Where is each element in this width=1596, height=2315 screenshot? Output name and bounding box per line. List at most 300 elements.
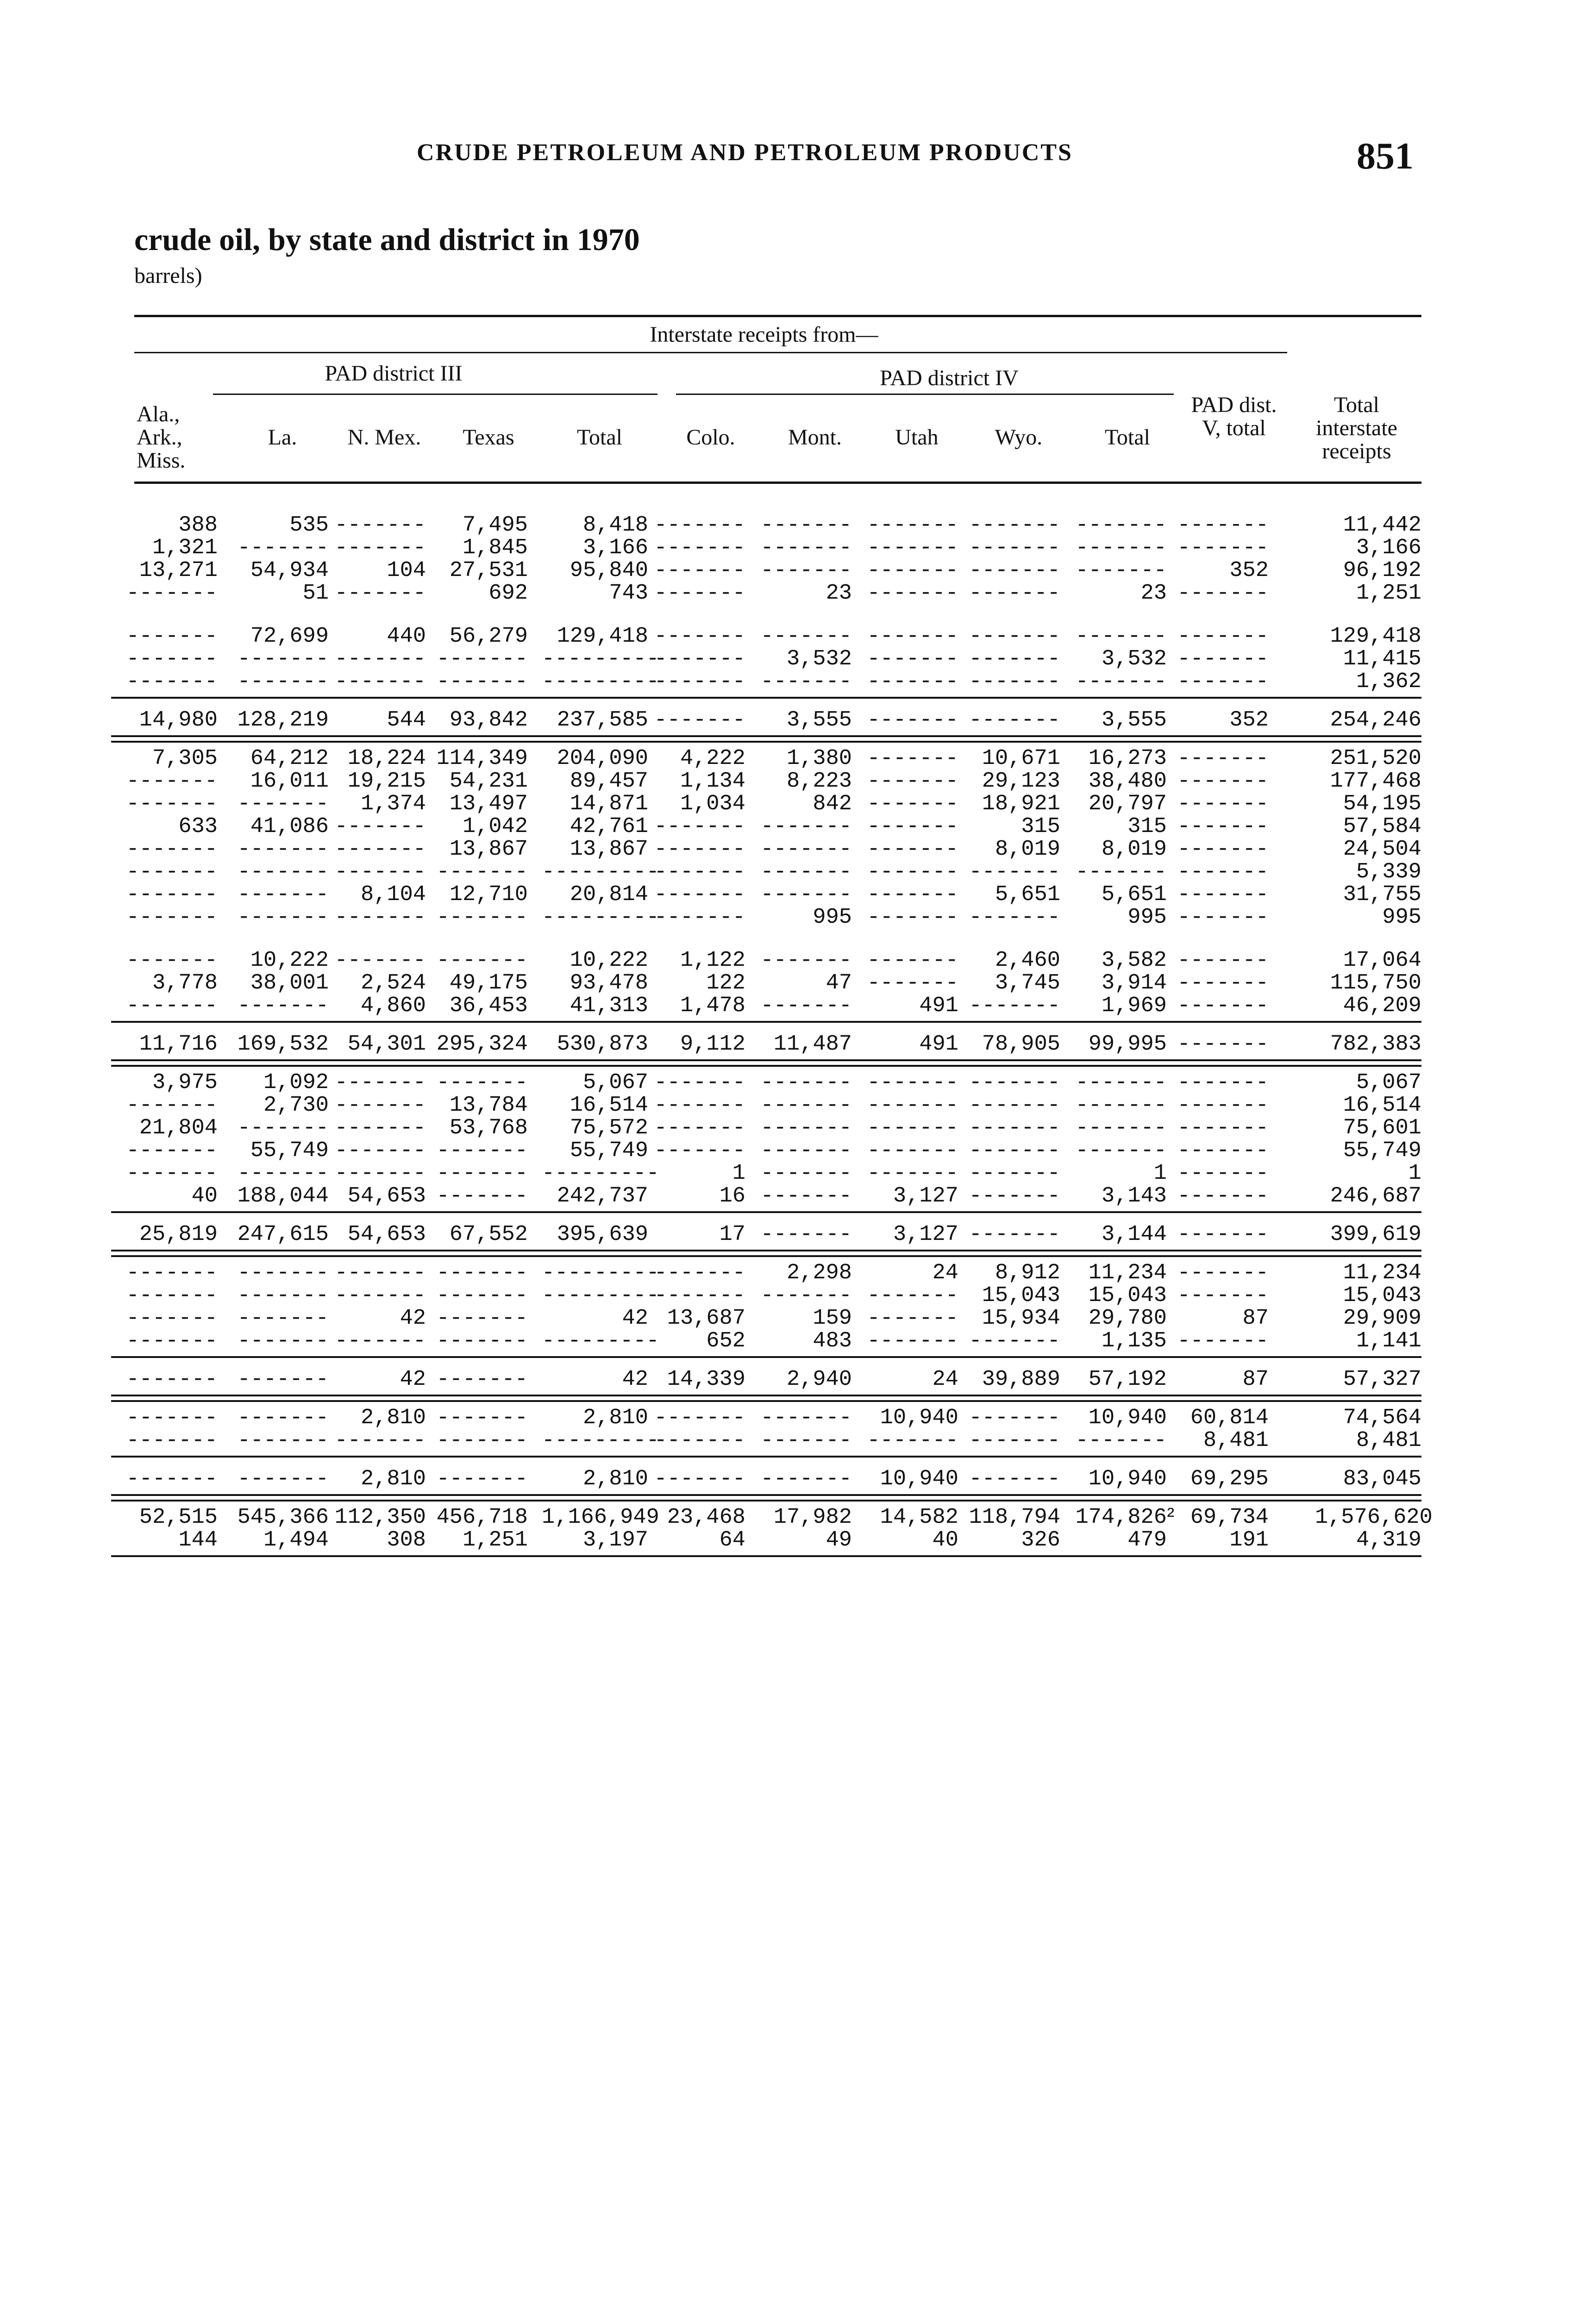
table-cell: 41,086 [250,814,329,839]
table-cell: --------- [542,647,659,671]
table-cell: ------- [867,708,958,732]
table-cell: ------- [969,1070,1060,1095]
table-cell: 11,234 [1343,1261,1421,1285]
table-cell: ------- [760,948,852,973]
table-cell: ------- [867,1116,958,1140]
column-header-utah: Utah [895,425,939,450]
table-cell: 13,497 [449,792,528,816]
table-cell: 14,980 [139,708,218,732]
table-cell: ------- [436,1261,528,1285]
table-cell: ------- [126,948,218,973]
table-cell: 530,873 [557,1032,648,1057]
table-cell: 159 [813,1306,852,1331]
table-row [111,1330,1421,1352]
table-row [111,514,1421,537]
table-cell: ------- [436,1467,528,1491]
table-cell: ------- [436,1428,528,1453]
interstate-receipts-heading: Interstate receipts from— [650,322,878,347]
table-cell: 29,780 [1088,1306,1167,1331]
table-cell: ------- [760,1222,852,1247]
table-cell: 237,585 [557,708,648,732]
rule [111,1208,1421,1223]
subtotal-row [111,1223,1421,1246]
table-cell: 8,418 [582,513,648,538]
table-cell: 315 [1021,814,1060,839]
table-row [111,559,1421,582]
pad3-rule [213,394,657,395]
table-cell: ------- [436,860,528,884]
table-cell: 1 [1153,1161,1167,1186]
table-cell: ------- [969,1139,1060,1163]
table-row [111,1284,1421,1307]
table-cell: 633 [178,814,218,839]
table-cell: 23 [826,581,852,606]
table-cell: 1 [1408,1161,1421,1186]
table-cell: ------- [654,1406,745,1430]
table-cell: 995 [1382,905,1421,930]
table-cell: 1,135 [1101,1329,1167,1353]
table-cell: 21,804 [139,1116,218,1140]
table-cell: ------- [760,837,852,862]
table-cell: ------- [126,1139,218,1163]
table-cell: ------- [126,1406,218,1430]
table-cell: 57,192 [1088,1367,1167,1392]
table-cell: ------- [1177,1070,1269,1095]
table-cell: 72,699 [250,624,329,649]
table-cell: 54,934 [250,558,329,583]
table-cell: ------- [760,1116,852,1140]
table-cell: 169,532 [237,1032,329,1057]
column-header-texas: Texas [463,425,514,450]
table-cell: ------- [969,1184,1060,1208]
table-cell: 545,366 [237,1505,329,1530]
table-cell: 87 [1242,1306,1269,1331]
table-cell: ------- [1177,948,1269,973]
table-cell: ------- [126,905,218,930]
table-cell: 42,761 [570,814,648,839]
table-cell: 652 [706,1329,745,1353]
table-cell: 3,778 [152,971,218,995]
table-cell: ------- [237,882,329,907]
table-cell: ------- [237,669,329,694]
table-cell: ------- [654,814,745,839]
table-cell: 20,814 [570,882,648,907]
table-cell: 75,572 [570,1116,648,1140]
top-rule [134,315,1421,317]
table-cell: ------- [654,882,745,907]
table-cell: ------- [126,581,218,606]
table-cell: ------- [334,647,426,671]
table-cell: 122 [706,971,745,995]
table-cell: ------- [237,1467,329,1491]
double-rule [111,1056,1421,1071]
table-cell: ------- [867,792,958,816]
table-cell: ------- [760,1283,852,1308]
table-cell: 1,251 [1356,581,1421,606]
table-cell: ------- [126,860,218,884]
table-cell: ------- [237,536,329,560]
table-cell: ------- [654,513,745,538]
table-cell: 41,313 [570,994,648,1018]
table-cell: 4,319 [1356,1528,1421,1552]
table-cell: 1,362 [1356,669,1421,694]
table-subtitle: barrels) [134,263,202,288]
table-cell: ------- [654,837,745,862]
table-row [111,1117,1421,1139]
table-cell: 388 [178,513,218,538]
table-cell: 19,215 [347,769,426,794]
table-cell: ------- [654,1093,745,1118]
table-cell: ------- [867,1093,958,1118]
table-cell: ------- [436,647,528,671]
table-cell: 204,090 [557,746,648,771]
table-cell: 10,940 [1088,1406,1167,1430]
table-cell: 440 [387,624,426,649]
grand-total-row [111,1529,1421,1552]
table-cell: ------- [867,1070,958,1095]
table-cell: 352 [1229,558,1269,583]
table-cell: 17,982 [773,1505,852,1530]
table-cell: ------- [126,1367,218,1392]
table-cell: 13,271 [139,558,218,583]
table-cell: 17,064 [1343,948,1421,973]
table-cell: ------- [1177,882,1269,907]
table-cell: ------- [1177,1222,1269,1247]
table-cell: ------- [126,769,218,794]
table-cell: --------- [542,1329,659,1353]
table-cell: 295,324 [436,1032,528,1057]
table-cell: 38,001 [250,971,329,995]
table-cell: 38,480 [1088,769,1167,794]
table-cell: 11,487 [773,1032,852,1057]
table-cell: 3,127 [893,1222,958,1247]
table-cell: 1,042 [462,814,528,839]
table-cell: 16,514 [570,1093,648,1118]
table-cell: ------- [760,536,852,560]
table-row [111,1071,1421,1094]
table-cell: ------- [1075,1116,1167,1140]
table-row [111,838,1421,861]
table-cell: 14,582 [880,1505,958,1530]
table-cell: ------- [969,669,1060,694]
table-cell: 491 [919,1032,958,1057]
table-cell: ------- [760,558,852,583]
data-table [111,513,1433,1567]
table-cell: ------- [867,948,958,973]
double-rule [111,732,1421,747]
double-rule [111,1246,1421,1262]
table-cell: 3,745 [995,971,1060,995]
table-cell: 4,860 [360,994,426,1018]
table-cell: 5,339 [1356,860,1421,884]
table-cell: 326 [1021,1528,1060,1552]
column-header-colo: Colo. [686,425,735,450]
table-cell: 10,940 [1088,1467,1167,1491]
table-cell: ------- [654,1116,745,1140]
table-cell: ------- [654,536,745,560]
table-cell: 177,468 [1330,769,1421,794]
table-row [111,648,1421,670]
table-cell: 3,166 [1356,536,1421,560]
table-cell: ------- [334,1283,426,1308]
table-cell: ------- [126,1428,218,1453]
table-cell: 2,524 [360,971,426,995]
table-cell: ------- [969,994,1060,1018]
table-cell: 188,044 [237,1184,329,1208]
table-row [111,995,1421,1017]
table-cell: ------- [969,1406,1060,1430]
table-cell: 842 [813,792,852,816]
table-cell: ------- [1177,1116,1269,1140]
table-cell: ------- [760,1428,852,1453]
table-cell: ------- [436,1306,528,1331]
table-cell: --------- [542,1428,659,1453]
table-cell: 11,234 [1088,1261,1167,1285]
table-cell: 2,730 [263,1093,329,1118]
table-row [111,625,1421,648]
table-cell: ------- [654,1428,745,1453]
table-cell: 144 [178,1528,218,1552]
table-cell: 2,810 [582,1467,648,1491]
table-cell: 42 [400,1367,426,1392]
table-cell: 15,934 [982,1306,1060,1331]
table-cell: 18,921 [982,792,1060,816]
table-cell: 78,905 [982,1032,1060,1057]
table-cell: ------- [867,1306,958,1331]
rule [111,1352,1421,1368]
table-cell: ------- [237,1261,329,1285]
table-cell: ------- [969,1428,1060,1453]
table-row [111,815,1421,838]
table-cell: 5,651 [1101,882,1167,907]
table-cell: ------- [654,1467,745,1491]
table-cell: 10,671 [982,746,1060,771]
table-cell: ------- [126,994,218,1018]
table-cell: 14,339 [667,1367,745,1392]
table-cell: 95,840 [570,558,648,583]
table-cell: 51 [302,581,329,606]
table-cell: ------- [867,837,958,862]
table-cell: 42 [622,1306,648,1331]
table-cell: 692 [488,581,528,606]
table-cell: ------- [867,905,958,930]
table-cell: 25,819 [139,1222,218,1247]
table-cell: 13,687 [667,1306,745,1331]
table-cell: ------- [969,558,1060,583]
table-cell: ------- [126,1093,218,1118]
table-cell: 15,043 [982,1283,1060,1308]
table-row [111,1307,1421,1330]
table-cell: 8,481 [1203,1428,1269,1453]
table-cell: ------- [760,994,852,1018]
table-cell: ------- [334,1161,426,1186]
table-cell: 242,737 [557,1184,648,1208]
table-cell: ------- [969,860,1060,884]
table-cell: ------- [760,860,852,884]
table-cell: ------- [334,1139,426,1163]
table-cell: 251,520 [1330,746,1421,771]
table-cell: ------- [126,624,218,649]
table-cell: 1,251 [462,1528,528,1552]
table-cell: ------- [760,1406,852,1430]
table-cell: 16,011 [250,769,329,794]
subtotal-row [111,1368,1421,1391]
table-cell: 99,995 [1088,1032,1167,1057]
table-cell: ------- [969,1222,1060,1247]
table-cell: 491 [919,994,958,1018]
table-cell: 8,019 [995,837,1060,862]
column-header-total-pad3: Total [577,425,622,450]
table-cell: 24,504 [1343,837,1421,862]
table-cell: ------- [969,647,1060,671]
table-cell: 11,442 [1343,513,1421,538]
table-cell: ------- [436,1283,528,1308]
table-cell: 104 [387,558,426,583]
pad-district-4-heading: PAD district IV [880,366,1019,390]
table-cell: ------- [969,513,1060,538]
double-rule [111,1490,1421,1506]
table-cell: 54,653 [347,1222,426,1247]
rule [111,1017,1421,1033]
table-cell: ------- [1177,769,1269,794]
table-cell: 1,166,949 [542,1505,659,1530]
table-cell: ------- [1075,1070,1167,1095]
table-cell: 49,175 [449,971,528,995]
table-cell: ------- [969,1116,1060,1140]
table-cell: 89,457 [570,769,648,794]
table-cell: 115,750 [1330,971,1421,995]
table-cell: 8,104 [360,882,426,907]
table-cell: 93,842 [449,708,528,732]
table-cell: --------- [542,1261,659,1285]
table-row [111,972,1421,995]
table-cell: ------- [867,581,958,606]
table-cell: 60,814 [1190,1406,1269,1430]
table-cell: 3,197 [582,1528,648,1552]
table-cell: 96,192 [1343,558,1421,583]
table-cell: 42 [622,1367,648,1392]
table-cell: ------- [760,513,852,538]
table-cell: ------- [1177,792,1269,816]
table-cell: 2,298 [786,1261,852,1285]
table-cell: ------- [760,1093,852,1118]
table-cell: 8,912 [995,1261,1060,1285]
table-cell: ------- [654,708,745,732]
table-cell: ------- [760,1139,852,1163]
table-cell: ------- [654,860,745,884]
table-cell: 3,555 [1101,708,1167,732]
table-cell: 3,144 [1101,1222,1167,1247]
table-cell: 27,531 [449,558,528,583]
table-cell: ------- [1075,558,1167,583]
table-cell: 352 [1229,708,1269,732]
table-cell: 118,794 [969,1505,1060,1530]
table-cell: 3,532 [786,647,852,671]
table-cell: ------- [126,647,218,671]
table-cell: 31,755 [1343,882,1421,907]
table-row [111,1407,1421,1429]
table-cell: ------- [334,1070,426,1095]
table-cell: 55,749 [1343,1139,1421,1163]
table-cell: ------- [237,1406,329,1430]
table-cell: 24 [932,1261,958,1285]
table-cell: 23,468 [667,1505,745,1530]
table-cell: 74,564 [1343,1406,1421,1430]
table-cell: ------- [1177,1032,1269,1057]
table-cell: ------- [654,1070,745,1095]
table-cell: ------- [436,1161,528,1186]
table-cell: 191 [1229,1528,1269,1552]
table-cell: ² 69,734 [1164,1505,1269,1530]
table-cell: 10,222 [570,948,648,973]
table-cell: ------- [760,882,852,907]
table-row [111,670,1421,693]
table-cell: ------- [760,814,852,839]
interstate-rule [134,352,1287,353]
table-cell: --------- [542,905,659,930]
table-cell: 11,716 [139,1032,218,1057]
column-header-total-receipts: Total interstate receipts [1316,393,1397,463]
table-cell: ------- [867,1329,958,1353]
table-cell: 782,383 [1330,1032,1421,1057]
table-cell: ------- [867,669,958,694]
table-cell: ------- [126,1261,218,1285]
table-cell: 15,043 [1343,1283,1421,1308]
table-cell: --------- [542,860,659,884]
grand-total-row [111,1505,1433,1530]
table-cell: 1,141 [1356,1329,1421,1353]
table-cell: ------- [436,1139,528,1163]
table-cell: 16 [719,1184,745,1208]
table-cell: ------- [1075,536,1167,560]
table-row [111,1162,1421,1185]
table-cell: ------- [969,1093,1060,1118]
table-cell: ------- [867,971,958,995]
table-cell: ------- [867,882,958,907]
table-cell: ------- [867,558,958,583]
table-cell: 1,380 [786,746,852,771]
table-row [111,582,1421,605]
table-cell: ------- [334,581,426,606]
table-cell: 3,127 [893,1184,958,1208]
table-cell: ------- [237,1329,329,1353]
table-cell: 1,478 [680,994,745,1018]
table-cell: 8,481 [1356,1428,1421,1453]
table-cell: ------- [1075,860,1167,884]
table-cell: ------- [1177,647,1269,671]
table-cell: 7,495 [462,513,528,538]
table-cell: ------- [1177,581,1269,606]
table-cell: ------- [867,1139,958,1163]
table-cell: 2,460 [995,948,1060,973]
table-cell: ------- [760,1467,852,1491]
table-cell: 3,532 [1101,647,1167,671]
table-cell: ------- [237,860,329,884]
table-cell: ------- [237,792,329,816]
table-cell: ------- [1177,1283,1269,1308]
table-cell: ------- [867,1428,958,1453]
table-cell: 10,940 [880,1406,958,1430]
table-cell: 399,619 [1330,1222,1421,1247]
table-cell: ------- [969,1329,1060,1353]
column-header-la: La. [268,425,297,450]
rule [111,1452,1421,1468]
table-cell: ------- [654,1283,745,1308]
table-cell: ------- [126,837,218,862]
double-rule [111,1391,1421,1407]
table-cell: ------- [654,558,745,583]
table-cell: 2,810 [582,1406,648,1430]
